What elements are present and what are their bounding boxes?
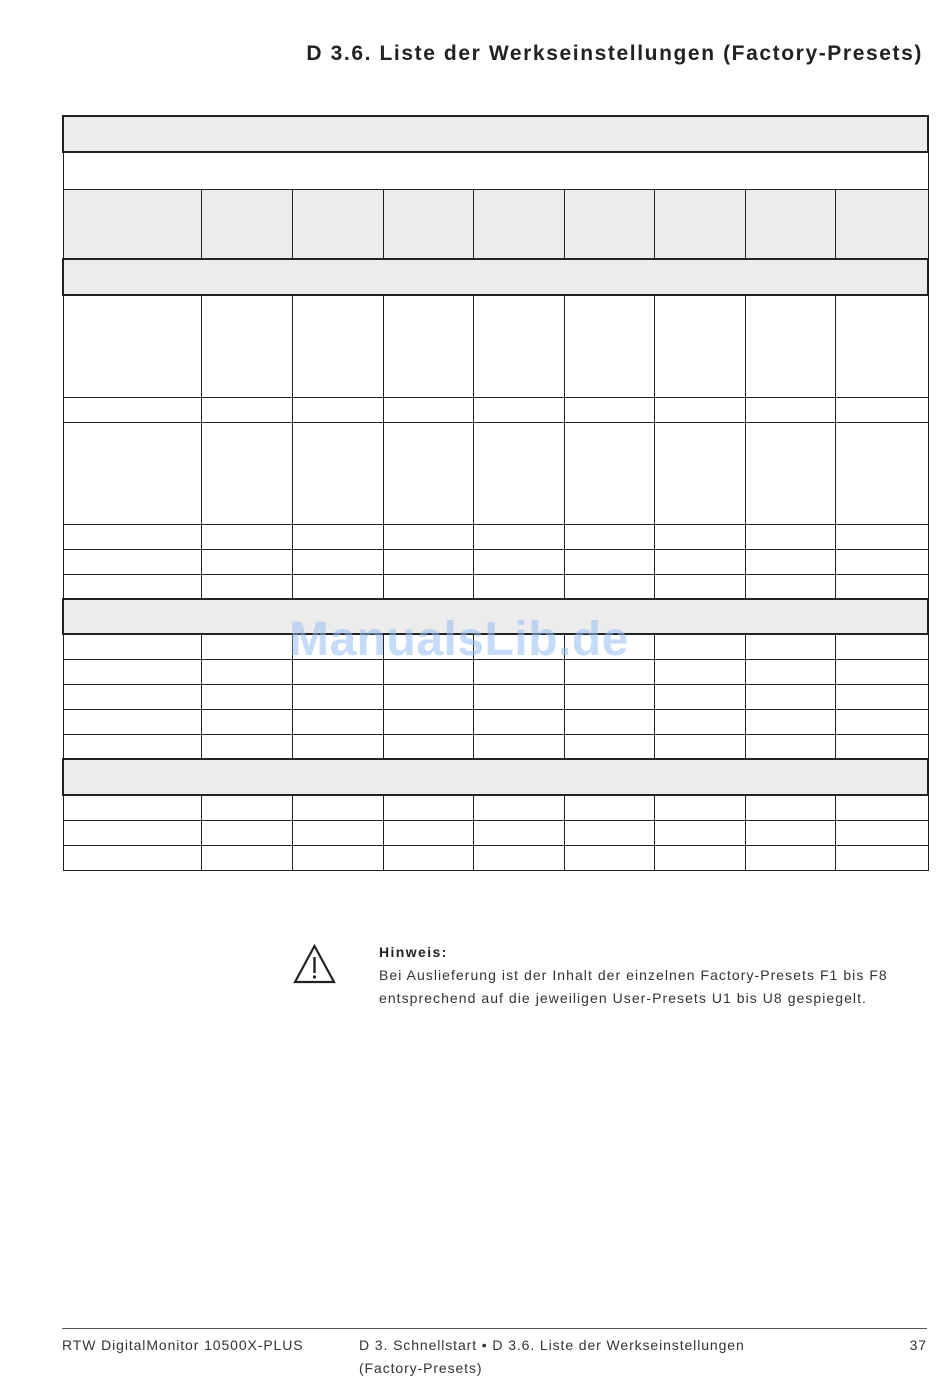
page-title: D 3.6. Liste der Werkseinstellungen (Factory-Presets) bbox=[306, 42, 923, 65]
table-cell bbox=[292, 397, 383, 422]
section-band bbox=[63, 259, 928, 295]
table-cell bbox=[473, 845, 564, 870]
table-cell bbox=[564, 734, 654, 759]
table-cell bbox=[745, 549, 835, 574]
table-cell bbox=[292, 820, 383, 845]
table-cell bbox=[654, 709, 745, 734]
table-row bbox=[63, 734, 928, 759]
table-cell bbox=[383, 422, 473, 524]
table-cell bbox=[473, 734, 564, 759]
table-cell bbox=[654, 659, 745, 684]
column-header-preset-1 bbox=[201, 189, 292, 259]
section-band-cell bbox=[63, 759, 928, 795]
table-cell bbox=[201, 684, 292, 709]
table-cell bbox=[383, 795, 473, 820]
table-cell bbox=[654, 734, 745, 759]
table-column-header-row bbox=[63, 189, 928, 259]
table-cell bbox=[835, 659, 928, 684]
table-cell bbox=[654, 795, 745, 820]
table-cell bbox=[201, 574, 292, 599]
table-cell bbox=[564, 709, 654, 734]
table-cell bbox=[292, 549, 383, 574]
table-cell bbox=[201, 795, 292, 820]
column-header-preset-2 bbox=[292, 189, 383, 259]
column-header-preset-4 bbox=[473, 189, 564, 259]
table-cell bbox=[564, 295, 654, 397]
table-cell bbox=[654, 397, 745, 422]
table-cell bbox=[745, 795, 835, 820]
table-row bbox=[63, 820, 928, 845]
table-cell bbox=[201, 524, 292, 549]
table-cell bbox=[63, 574, 201, 599]
table-cell bbox=[745, 634, 835, 659]
table-cell bbox=[63, 634, 201, 659]
table-cell bbox=[745, 397, 835, 422]
table-cell bbox=[292, 845, 383, 870]
table-cell bbox=[835, 549, 928, 574]
table-cell bbox=[383, 845, 473, 870]
table-cell bbox=[292, 295, 383, 397]
table-cell bbox=[292, 684, 383, 709]
table-cell bbox=[63, 684, 201, 709]
table-row bbox=[63, 795, 928, 820]
table-cell bbox=[63, 295, 201, 397]
table-cell bbox=[745, 524, 835, 549]
column-header-preset-8 bbox=[835, 189, 928, 259]
table-cell bbox=[564, 422, 654, 524]
note-line-2: entsprechend auf die jeweiligen User-Presets U1 bis U8 gespiegelt. bbox=[379, 990, 867, 1006]
table-cell bbox=[564, 820, 654, 845]
table-cell bbox=[292, 795, 383, 820]
table-cell bbox=[564, 524, 654, 549]
table-cell bbox=[292, 734, 383, 759]
table-cell bbox=[835, 574, 928, 599]
table-cell bbox=[63, 549, 201, 574]
table-cell bbox=[835, 845, 928, 870]
table-cell bbox=[473, 549, 564, 574]
table-cell bbox=[564, 684, 654, 709]
table-row bbox=[63, 574, 928, 599]
column-header-preset-5 bbox=[564, 189, 654, 259]
table-cell bbox=[292, 422, 383, 524]
table-row bbox=[63, 295, 928, 397]
column-header-preset-6 bbox=[654, 189, 745, 259]
table-cell bbox=[654, 295, 745, 397]
column-header-preset-7 bbox=[745, 189, 835, 259]
footer-page-number: 37 bbox=[909, 1337, 927, 1353]
table-cell bbox=[564, 845, 654, 870]
table-cell bbox=[63, 524, 201, 549]
watermark: ManualsLib.de bbox=[289, 613, 629, 666]
footer-section-line-1: D 3. Schnellstart • D 3.6. Liste der Werkseinstellungen bbox=[359, 1337, 745, 1353]
table-cell bbox=[564, 397, 654, 422]
table-cell bbox=[63, 422, 201, 524]
table-cell bbox=[654, 845, 745, 870]
table-cell bbox=[292, 574, 383, 599]
table-cell bbox=[201, 549, 292, 574]
table-cell bbox=[292, 524, 383, 549]
table-cell bbox=[654, 634, 745, 659]
table-cell bbox=[835, 795, 928, 820]
table-cell bbox=[745, 709, 835, 734]
table-cell bbox=[654, 684, 745, 709]
table-cell bbox=[292, 709, 383, 734]
table-cell bbox=[835, 295, 928, 397]
table-row bbox=[63, 524, 928, 549]
table-cell bbox=[383, 709, 473, 734]
table-cell bbox=[564, 795, 654, 820]
table-cell bbox=[473, 574, 564, 599]
table-cell bbox=[745, 422, 835, 524]
table-cell bbox=[835, 820, 928, 845]
table-row bbox=[63, 845, 928, 870]
table-cell bbox=[835, 684, 928, 709]
table-cell bbox=[383, 734, 473, 759]
note-title: Hinweis: bbox=[379, 944, 448, 960]
table-cell bbox=[63, 845, 201, 870]
table-cell bbox=[63, 709, 201, 734]
table-cell bbox=[201, 397, 292, 422]
table-cell bbox=[383, 524, 473, 549]
table-cell bbox=[63, 659, 201, 684]
table-cell bbox=[473, 709, 564, 734]
note-line-1: Bei Auslieferung ist der Inhalt der einzelnen Factory-Presets F1 bis F8 bbox=[379, 967, 888, 983]
table-cell bbox=[201, 845, 292, 870]
table-cell bbox=[745, 574, 835, 599]
table-cell bbox=[745, 659, 835, 684]
table-cell bbox=[473, 795, 564, 820]
table-row bbox=[63, 397, 928, 422]
table-cell bbox=[201, 659, 292, 684]
table-cell bbox=[654, 820, 745, 845]
table-cell bbox=[201, 295, 292, 397]
table-cell bbox=[383, 397, 473, 422]
table-cell bbox=[835, 734, 928, 759]
table-subheader-row bbox=[63, 152, 928, 189]
table-cell bbox=[201, 820, 292, 845]
footer-divider bbox=[62, 1328, 927, 1329]
table-cell bbox=[63, 734, 201, 759]
table-cell bbox=[745, 684, 835, 709]
table-cell bbox=[201, 734, 292, 759]
table-cell bbox=[564, 549, 654, 574]
table-cell bbox=[383, 820, 473, 845]
table-cell bbox=[473, 422, 564, 524]
table-subheader-cell bbox=[63, 152, 928, 189]
table-row bbox=[63, 422, 928, 524]
section-band bbox=[63, 759, 928, 795]
table-cell bbox=[473, 397, 564, 422]
table-cell bbox=[201, 634, 292, 659]
table-cell bbox=[383, 684, 473, 709]
table-cell bbox=[473, 684, 564, 709]
footer-section-line-2: (Factory-Presets) bbox=[359, 1360, 483, 1376]
table-cell bbox=[835, 634, 928, 659]
table-cell bbox=[383, 549, 473, 574]
table-cell bbox=[383, 295, 473, 397]
footer-product: RTW DigitalMonitor 10500X-PLUS bbox=[62, 1337, 304, 1353]
table-cell bbox=[473, 295, 564, 397]
table-cell bbox=[654, 574, 745, 599]
table-cell bbox=[63, 795, 201, 820]
table-header-band bbox=[63, 116, 928, 152]
table-cell bbox=[473, 820, 564, 845]
table-row bbox=[63, 709, 928, 734]
table-header-cell bbox=[63, 116, 928, 152]
table-cell bbox=[63, 820, 201, 845]
table-cell bbox=[201, 709, 292, 734]
column-header-parameter bbox=[63, 189, 201, 259]
table-cell bbox=[745, 295, 835, 397]
table-cell bbox=[473, 524, 564, 549]
table-row bbox=[63, 549, 928, 574]
factory-presets-table bbox=[62, 115, 929, 871]
table-cell bbox=[654, 524, 745, 549]
table-row bbox=[63, 684, 928, 709]
section-band-cell bbox=[63, 259, 928, 295]
table-cell bbox=[745, 845, 835, 870]
table-cell bbox=[564, 574, 654, 599]
table-cell bbox=[835, 524, 928, 549]
table-cell bbox=[201, 422, 292, 524]
table-cell bbox=[835, 709, 928, 734]
table-cell bbox=[745, 734, 835, 759]
table-cell bbox=[63, 397, 201, 422]
table-cell bbox=[654, 549, 745, 574]
table-cell bbox=[835, 422, 928, 524]
table-cell bbox=[745, 820, 835, 845]
column-header-preset-3 bbox=[383, 189, 473, 259]
table-cell bbox=[835, 397, 928, 422]
table-cell bbox=[654, 422, 745, 524]
table-cell bbox=[383, 574, 473, 599]
warning-triangle-icon bbox=[293, 944, 336, 984]
